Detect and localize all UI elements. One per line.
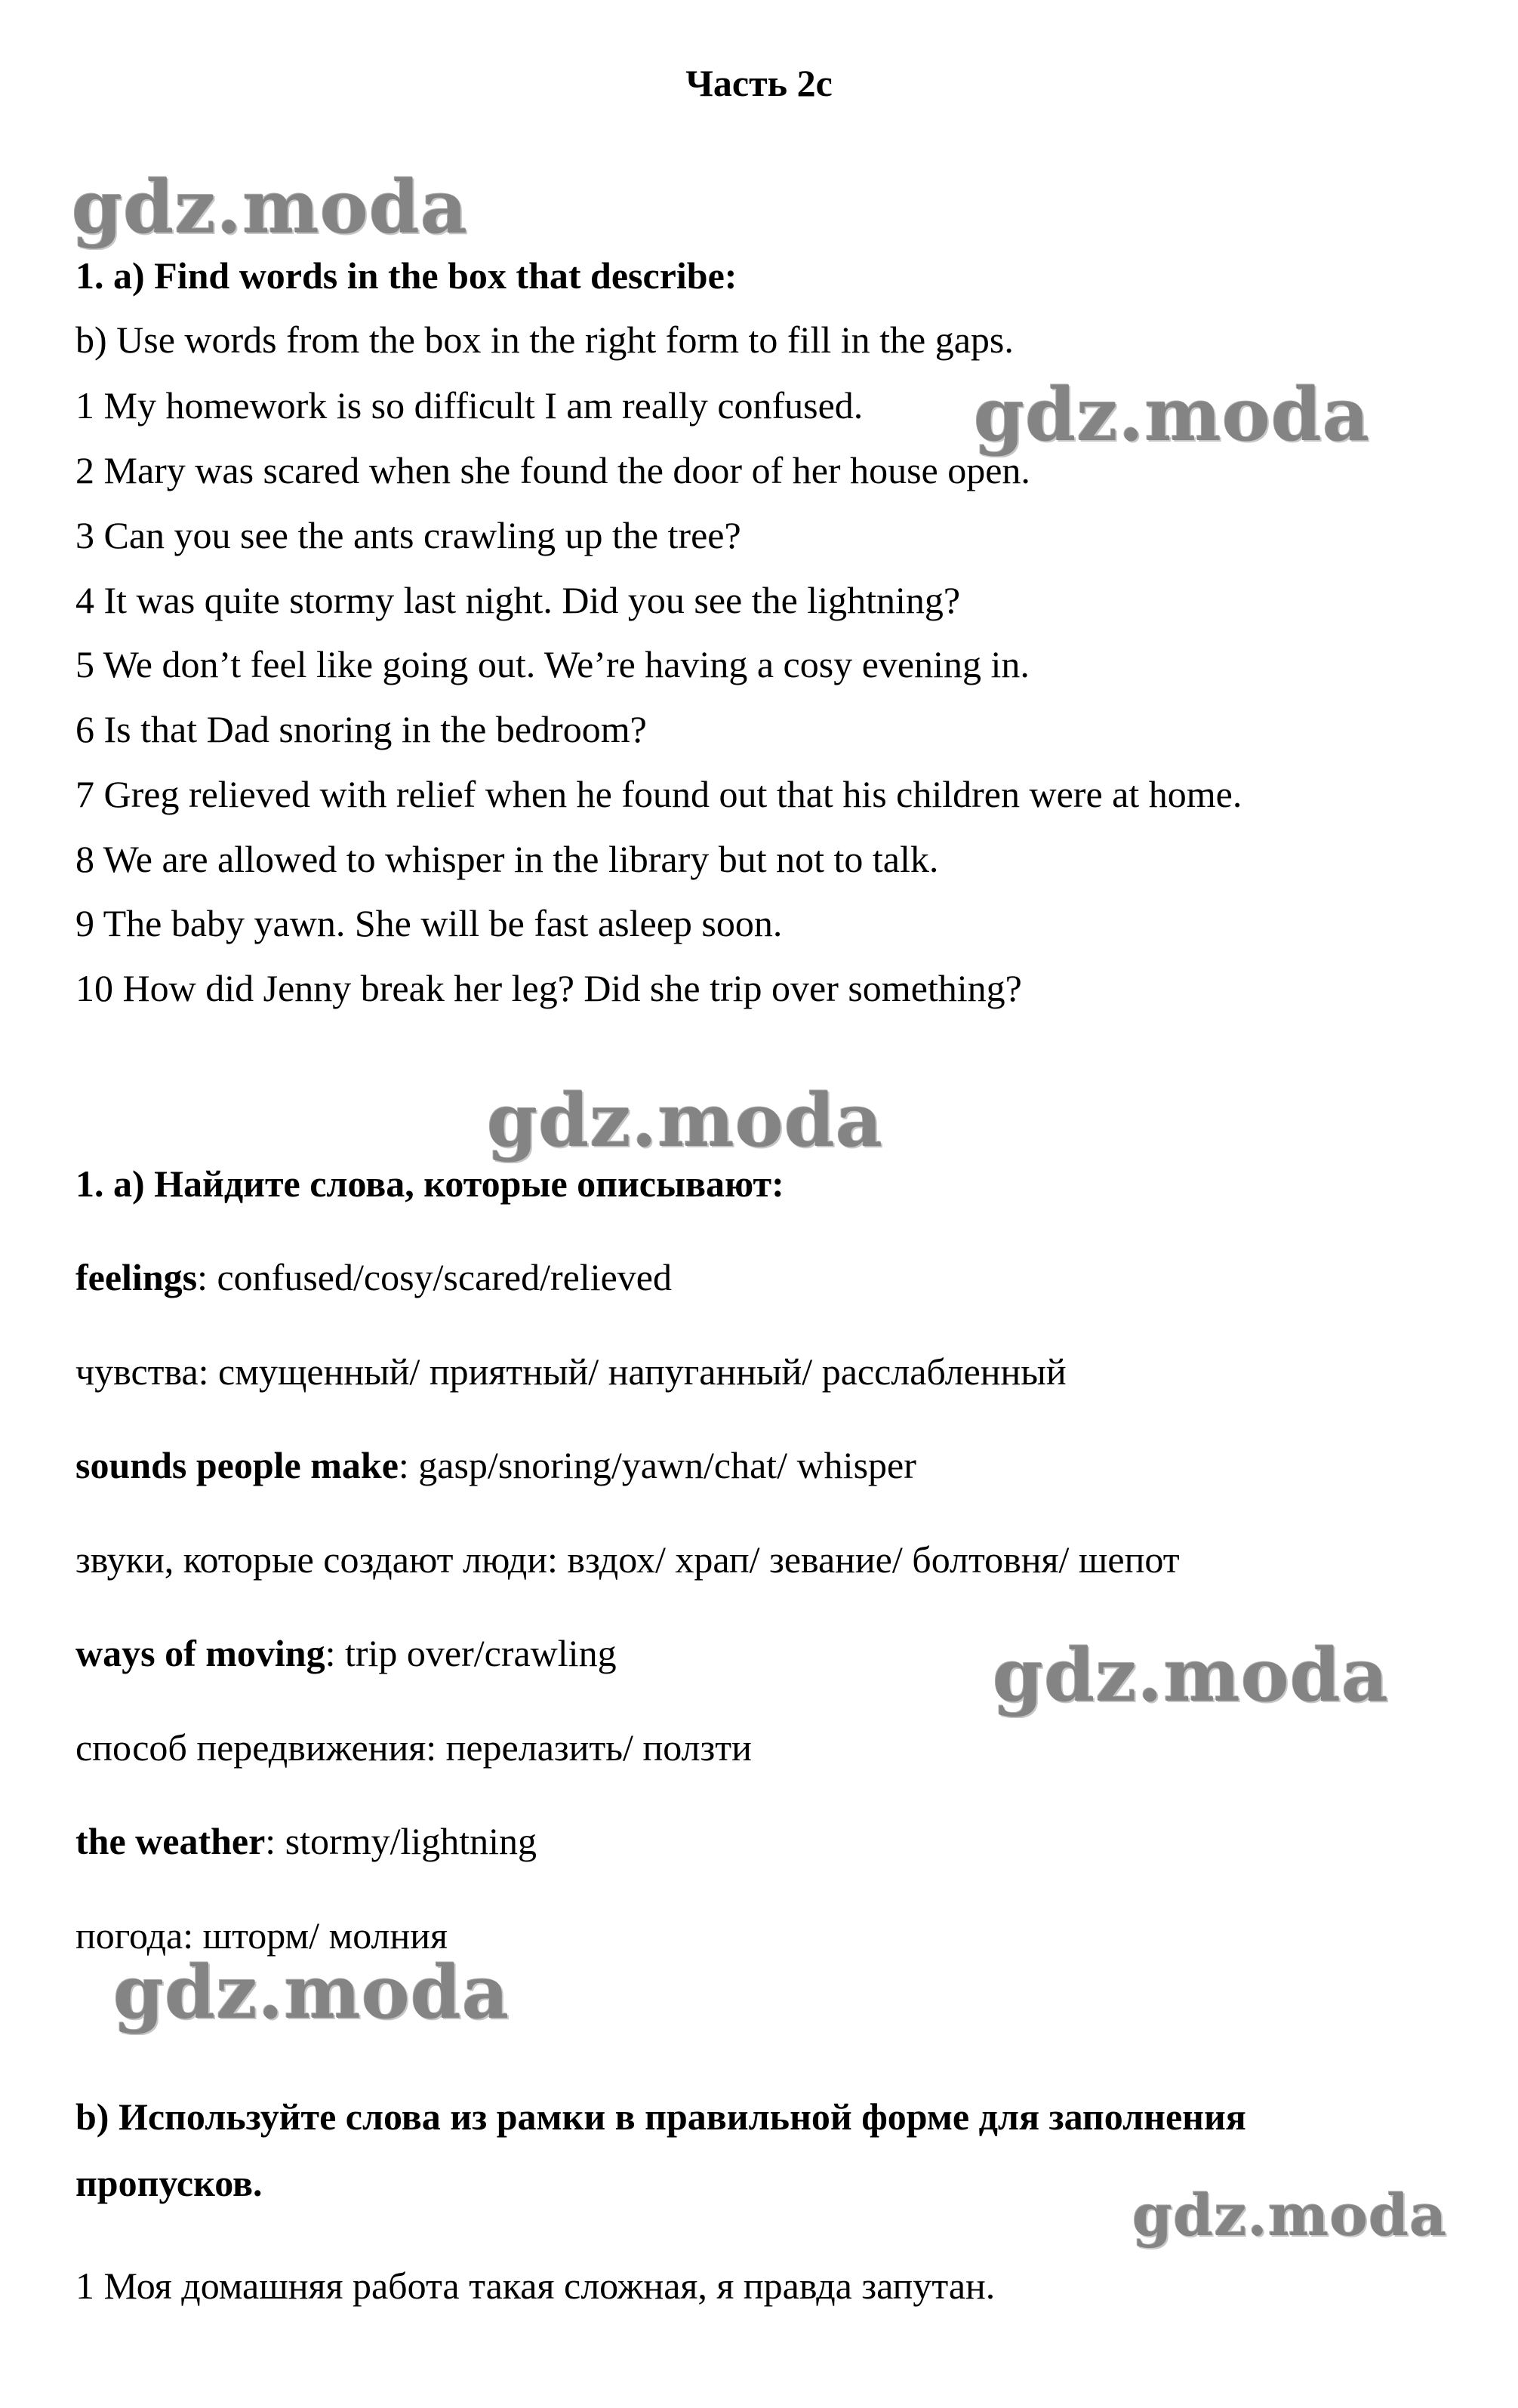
category-translation: погода: шторм/ молния	[75, 1914, 448, 1957]
category-weather	[75, 1818, 537, 1864]
category-moving	[75, 1630, 617, 1676]
sentence-line: 6 Is that Dad snoring in the bedroom?	[75, 708, 647, 750]
category-label: sounds people make	[75, 1444, 399, 1486]
sentence-line-ru: 1 Моя домашняя работа такая сложная, я правда запутан.	[75, 2265, 996, 2307]
watermark-logo: gdz.moda	[113, 1950, 510, 2035]
category-words: : trip over/crawling	[325, 1632, 617, 1674]
watermark-logo: gdz.moda	[974, 372, 1371, 457]
category-sounds	[75, 1443, 916, 1488]
sentence-line: 8 We are allowed to whisper in the library but not to talk.	[75, 838, 939, 880]
watermark-logo: gdz.moda	[993, 1633, 1390, 1718]
sentence-line: 10 How did Jenny break her leg? Did she trip over something?	[75, 967, 1022, 1009]
category-words: : confused/cosy/scared/relieved	[197, 1256, 672, 1298]
exercise-b-heading-ru-cont: пропусков.	[75, 2162, 263, 2204]
sentence-line: 5 We don’t feel like going out. We’re having a cosy evening in.	[75, 643, 1030, 685]
category-label: feelings	[75, 1256, 198, 1298]
category-label: the weather	[75, 1820, 266, 1862]
watermark-logo: gdz.moda	[487, 1078, 884, 1163]
exercise-heading-en: 1. a) Find words in the box that describe:	[75, 254, 737, 297]
sentence-line: 4 It was quite stormy last night. Did you see the lightning?	[75, 579, 961, 621]
exercise-b-heading-ru: b) Используйте слова из рамки в правильной форме для заполнения	[75, 2095, 1246, 2138]
watermark-logo: gdz.moda	[72, 165, 469, 250]
category-words: : gasp/snoring/yawn/chat/ whisper	[398, 1444, 916, 1486]
sentence-line: 1 My homework is so difficult I am really confused.	[75, 384, 864, 426]
sentence-line: 7 Greg relieved with relief when he found out that his children were at home.	[75, 773, 1242, 815]
sentence-line: 2 Mary was scared when she found the door of her house open.	[75, 449, 1030, 491]
category-feelings	[75, 1255, 672, 1300]
category-translation: способ передвижения: перелазить/ ползти	[75, 1726, 752, 1769]
watermark-logo: gdz.moda	[1132, 2182, 1448, 2249]
exercise-instruction-en: b) Use words from the box in the right form to fill in the gaps.	[75, 319, 1014, 361]
category-translation: звуки, которые создают люди: вздох/ храп/ зевание/ болтовня/ шепот	[75, 1538, 1180, 1581]
category-translation: чувства: смущенный/ приятный/ напуганный/ расслабленный	[75, 1350, 1067, 1393]
exercise-heading-ru: 1. а) Найдите слова, которые описывают:	[75, 1162, 784, 1205]
sentence-line: 9 The baby yawn. She will be fast asleep soon.	[75, 902, 783, 944]
category-words: : stormy/lightning	[265, 1820, 537, 1862]
page-title: Часть 2с	[685, 62, 833, 104]
sentence-line: 3 Can you see the ants crawling up the tree?	[75, 514, 741, 556]
category-label: ways of moving	[75, 1632, 325, 1674]
